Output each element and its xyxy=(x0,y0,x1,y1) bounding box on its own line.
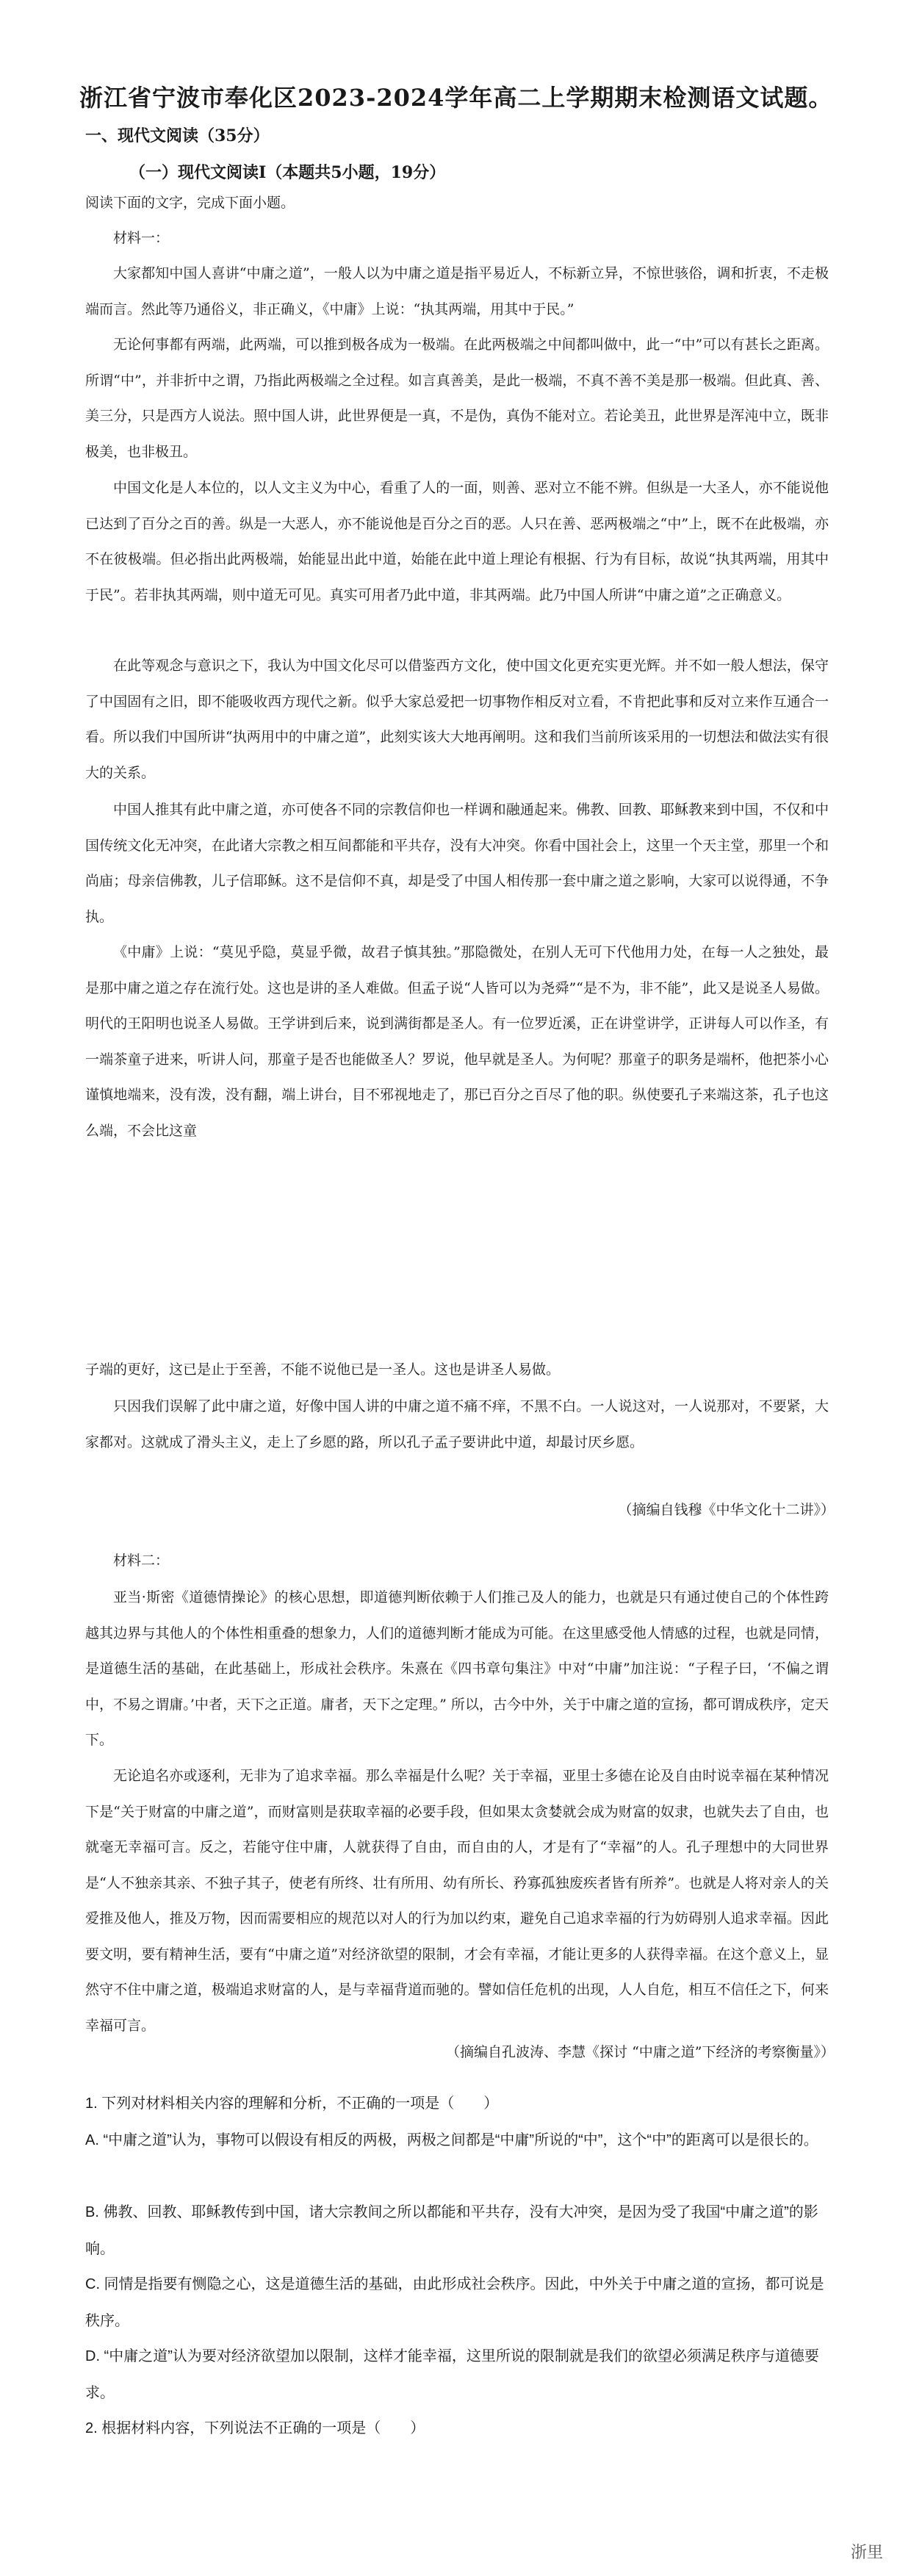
question-1-option-a: A. “中庸之道”认为，事物可以假设有相反的两极，两极之间都是“中庸”所说的“中”，这个“中”的距离可以是很长的。 xyxy=(85,2132,818,2148)
material-1-source: （摘编自钱穆《中华文化十二讲》） xyxy=(618,1502,835,1518)
material-2-label: 材料二： xyxy=(113,1553,170,1569)
material-2-paragraph: 无论追名亦或逐利，无非为了追求幸福。那么幸福是什么呢？关于幸福，亚里士多德在论及自由时说幸福在某种情况下是“关于财富的中庸之道”，而财富则是获取幸福的必要手段，但如果太贪婪就会成为财富的奴隶，也就失去了自由，也就毫无幸福可言。反之，若能守住中庸，人就获得了自由，而自由的人，才是有了“幸福”的人。孔子理想中的大同世界是“人不独亲其亲、不独子其子，使老有所终、壮有所用、幼有所长、矜寡孤独废疾者皆有所养”。也就是人将对亲人的关爱推及他人，推及万物，因而需要相应的规范以对人的行为加以约束，避免自己追求幸福的行为妨碍别人追求幸福。因此要文明，要有精神生活，要有“中庸之道”对经济欲望的限制，才会有幸福，才能让更多的人获得幸福。在这个意义上，显然守不住中庸之道，极端追求财富的人，是与幸福背道而驰的。譬如信任危机的出现，人人自危，相互不信任之下，何来幸福可言。 xyxy=(85,1768,829,2034)
section-heading: 一、现代文阅读（35分） xyxy=(85,126,270,145)
material-1-paragraph: 中国文化是人本位的，以人文主义为中心，看重了人的一面，则善、恶对立不能不辨。但纵是一大圣人，亦不能说他已达到了百分之百的善。纵是一大恶人，亦不能说他是百分之百的恶。人只在善、恶两极端之“中”上，既不在此极端，亦不在彼极端。但必指出此两极端，始能显出此中道，始能在此中道上理论有根据、行为有目标，故说“执其两端，用其中于民”。若非执其两端，则中道无可见。真实可用者乃此中道，非其两端。此乃中国人所讲“中庸之道”之正确意义。 xyxy=(85,480,829,603)
material-1-paragraph: 大家都知中国人喜讲“中庸之道”，一般人以为中庸之道是指平易近人，不标新立异，不惊世骇俗，调和折衷，不走极端而言。然此等乃通俗义，非正确义，《中庸》上说：“执其两端，用其中于民。” xyxy=(85,265,829,317)
question-2-stem: 2. 根据材料内容，下列说法不正确的一项是（ ） xyxy=(85,2420,425,2436)
material-1-paragraph: 《中庸》上说：“莫见乎隐，莫显乎微，故君子慎其独。”那隐微处，在别人无可下代他用力处，在每一人之独处，最是那中庸之道之存在流行处。这也是讲的圣人难做。但孟子说“人皆可以为尧舜”“是不为，非不能”，此又是说圣人易做。明代的王阳明也说圣人易做。王学讲到后来，说到满街都是圣人。有一位罗近溪，正在讲堂讲学，正讲每人可以作圣，有一端茶童子进来，听讲人问，那童子是否也能做圣人？罗说，他早就是圣人。为何呢？那童子的职务是端杯，他把茶小心谨慎地端来，没有泼，没有翻，端上讲台，目不邪视地走了，那已百分之百尽了他的职。纵使要孔子来端这茶，孔子也这么端，不会比这童 xyxy=(85,944,829,1139)
subsection-heading: （一）现代文阅读Ⅰ（本题共5小题，19分） xyxy=(129,163,446,182)
material-1-paragraph-continued: 子端的更好，这已是止于至善，不能不说他已是一圣人。这也是讲圣人易做。 xyxy=(85,1361,561,1378)
footer-watermark: 浙里 xyxy=(850,2544,883,2562)
question-1-option-d: D. “中庸之道”认为要对经济欲望加以限制，这样才能幸福，这里所说的限制就是我们的欲望必须满足秩序与道德要求。 xyxy=(85,2348,819,2401)
material-1-label: 材料一： xyxy=(113,230,170,246)
question-1-option-c: C. 同情是指要有恻隐之心，这是道德生活的基础，由此形成社会秩序。因此，中外关于中庸之道的宣扬，都可说是秩序。 xyxy=(85,2276,824,2329)
instruction-text: 阅读下面的文字，完成下面小题。 xyxy=(85,195,295,211)
material-1-paragraph: 只因我们误解了此中庸之道，好像中国人讲的中庸之道不痛不痒，不黑不白。一人说这对，一人说那对，不要紧，大家都对。这就成了滑头主义，走上了乡愿的路，所以孔子孟子要讲此中道，却最讨厌乡愿。 xyxy=(85,1398,829,1450)
material-1-paragraph: 无论何事都有两端，此两端，可以推到极各成为一极端。在此两极端之中间都叫做中，此一“中”可以有甚长之距离。所谓“中”，并非折中之谓，乃指此两极端之全过程。如言真善美，是此一极端，不真不善不美是那一极端。但此真、善、美三分，只是西方人说法。照中国人讲，此世界便是一真，不是伪，真伪不能对立。若论美丑，此世界是浑沌中立，既非极美，也非极丑。 xyxy=(85,337,829,460)
material-2-paragraph: 亚当·斯密《道德情操论》的核心思想，即道德判断依赖于人们推己及人的能力，也就是只有通过使自己的个体性跨越其边界与其他人的个体性相重叠的想象力，人们的道德判断才能成为可能。在这里感受他人情感的过程，也就是同情，是道德生活的基础，在此基础上，形成社会秩序。朱熹在《四书章句集注》中对“中庸”加注说：“子程子曰，‘不偏之谓中，不易之谓庸。’中者，天下之正道。庸者，天下之定理。” 所以，古今中外，关于中庸之道的宣扬，都可谓成秩序，定天下。 xyxy=(85,1589,829,1748)
question-1-stem: 1. 下列对材料相关内容的理解和分析，不正确的一项是（ ） xyxy=(85,2095,499,2112)
material-2-source: （摘编自孔波涛、李慧《探讨 “中庸之道”下经济的考察衡量》） xyxy=(446,2044,835,2060)
question-1-option-b: B. 佛教、回教、耶稣教传到中国，诸大宗教间之所以都能和平共存，没有大冲突，是因为受了我国“中庸之道”的影响。 xyxy=(85,2204,818,2257)
material-1-paragraph: 中国人推其有此中庸之道，亦可使各不同的宗教信仰也一样调和融通起来。佛教、回教、耶稣教来到中国，不仅和中国传统文化无冲突，在此诸大宗教之相互间都能和平共存，没有大冲突。你看中国社会上，这里一个天主堂，那里一个和尚庙；母亲信佛教，儿子信耶稣。这不是信仰不真，却是受了中国人相传那一套中庸之道之影响，大家可以说得通，不争执。 xyxy=(85,802,829,925)
material-1-paragraph: 在此等观念与意识之下，我认为中国文化尽可以借鉴西方文化，使中国文化更充实更光辉。并不如一般人想法，保守了中国固有之旧，即不能吸收西方现代之新。似乎大家总爱把一切事物作相反对立看，不肯把此事和反对立来作互通合一看。所以我们中国所讲“执两用中的中庸之道”，此刻实该大大地再阐明。这和我们当前所该采用的一切想法和做法实有很大的关系。 xyxy=(85,658,829,781)
page-title: 浙江省宁波市奉化区2023-2024学年高二上学期期末检测语文试题。 xyxy=(79,84,833,112)
